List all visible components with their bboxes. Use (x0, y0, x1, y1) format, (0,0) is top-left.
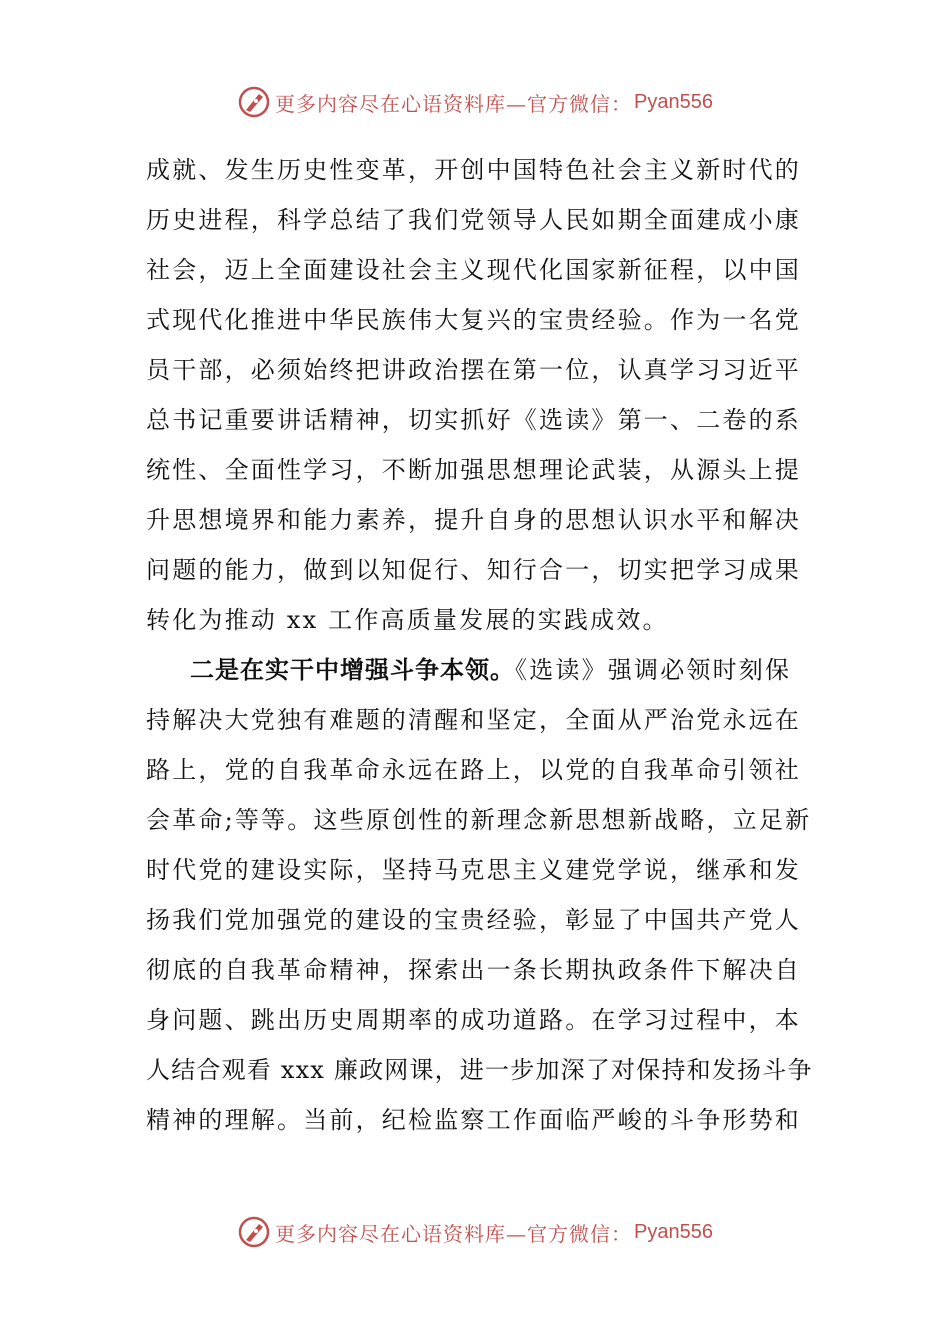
text-line: 精神的理解。当前，纪检监察工作面临严峻的斗争形势和 (146, 1106, 801, 1134)
pen-nib-logo-icon (237, 1215, 271, 1249)
text-line: 统性、全面性学习，不断加强思想理论武装，从源头上提 (146, 456, 801, 484)
footer-watermark (0, 1212, 950, 1252)
text-line: 社会，迈上全面建设社会主义现代化国家新征程，以中国 (146, 256, 801, 284)
text-line: 时代党的建设实际，坚持马克思主义建党学说，继承和发 (146, 856, 801, 884)
text-line: 员干部，必须始终把讲政治摆在第一位，认真学习习近平 (146, 356, 801, 384)
text-line: 历史进程，科学总结了我们党领导人民如期全面建成小康 (146, 206, 801, 234)
text-line: 人结合观看 xxx 廉政网课，进一步加深了对保持和发扬斗争 (146, 1056, 813, 1084)
paragraph-2-first-line-text: 《选读》强调必领时刻保 (515, 656, 792, 684)
text-line: 成就、发生历史性变革，开创中国特色社会主义新时代的 (146, 156, 801, 184)
text-line: 升思想境界和能力素养，提升自身的思想认识水平和解决 (146, 506, 801, 534)
watermark-text: 更多内容尽在心语资料库—官方微信： (275, 1221, 633, 1246)
text-line: 身问题、跳出历史周期率的成功道路。在学习过程中，本 (146, 1006, 801, 1034)
text-line: 持解决大党独有难题的清醒和坚定，全面从严治党永远在 (146, 706, 801, 734)
text-line: 会革命;等等。这些原创性的新理念新思想新战略，立足新 (146, 806, 812, 834)
text-line: 问题的能力，做到以知促行、知行合一，切实把学习成果 (146, 556, 801, 584)
pen-nib-logo-icon (237, 85, 271, 119)
text-line: 路上，党的自我革命永远在路上，以党的自我革命引领社 (146, 756, 801, 784)
paragraph-2-first-line (146, 645, 806, 695)
text-line: 总书记重要讲话精神，切实抓好《选读》第一、二卷的系 (146, 406, 801, 434)
paragraph-2-heading: 二是在实干中增强斗争本领。 (190, 656, 515, 684)
text-line: 扬我们党加强党的建设的宝贵经验，彰显了中国共产党人 (146, 906, 801, 934)
header-watermark (0, 82, 950, 122)
text-line: 转化为推动 xx 工作高质量发展的实践成效。 (146, 606, 669, 634)
watermark-wechat-id: Pyan556 (634, 90, 713, 113)
text-line: 式现代化推进中华民族伟大复兴的宝贵经验。作为一名党 (146, 306, 801, 334)
text-line: 彻底的自我革命精神，探索出一条长期执政条件下解决自 (146, 956, 801, 984)
document-body (146, 145, 813, 1145)
watermark-wechat-id: Pyan556 (634, 1220, 713, 1243)
watermark-text: 更多内容尽在心语资料库—官方微信： (275, 91, 633, 116)
